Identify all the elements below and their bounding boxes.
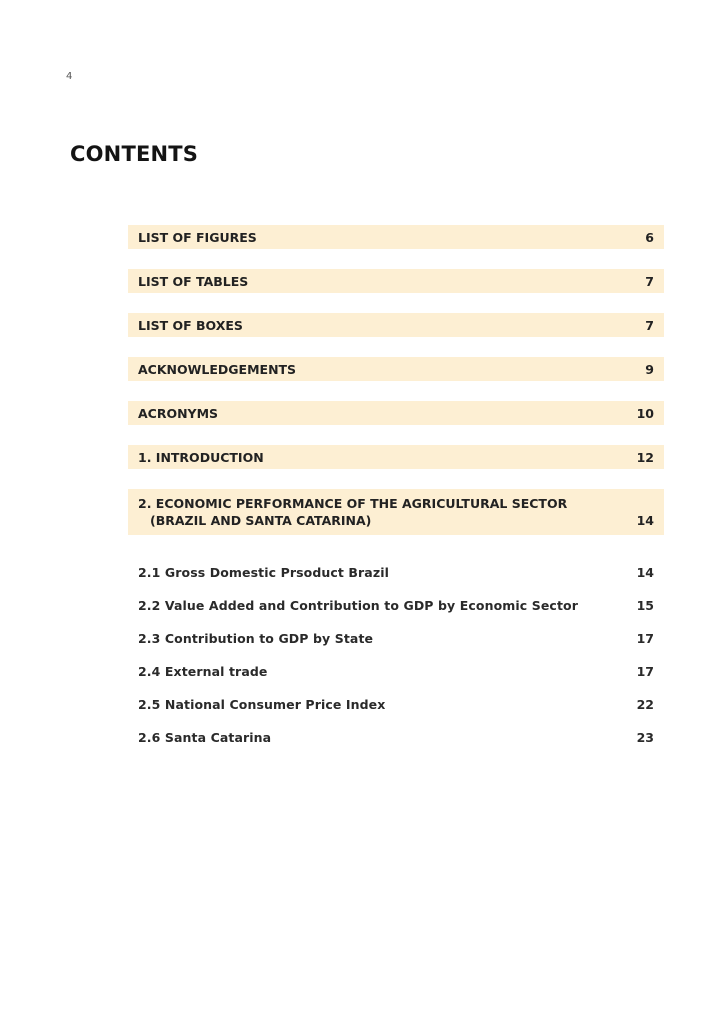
- toc-entry-label: [138, 495, 567, 529]
- toc-entry-acknowledgements[interactable]: [128, 357, 664, 381]
- toc-sub-entry-label: 2.4 External trade: [138, 664, 268, 679]
- toc-sub-entry-page: 22: [636, 697, 654, 712]
- toc-entry-list-of-tables[interactable]: [128, 269, 664, 293]
- toc-main-section: [128, 225, 664, 555]
- toc-entry-label: LIST OF BOXES: [138, 317, 243, 333]
- toc-entry-acronyms[interactable]: [128, 401, 664, 425]
- toc-sub-entry-label: 2.6 Santa Catarina: [138, 730, 272, 745]
- toc-sub-entry[interactable]: [138, 688, 654, 721]
- toc-entry-list-of-boxes[interactable]: [128, 313, 664, 337]
- toc-entry-label: 1. INTRODUCTION: [138, 449, 264, 465]
- toc-sub-entry[interactable]: [138, 556, 654, 589]
- toc-entry-list-of-figures[interactable]: [128, 225, 664, 249]
- toc-entry-label: LIST OF TABLES: [138, 273, 249, 289]
- toc-sub-entry[interactable]: [138, 721, 654, 754]
- toc-entry-page: 9: [645, 361, 654, 377]
- page-number: 4: [66, 71, 73, 82]
- page-title: CONTENTS: [70, 142, 199, 166]
- toc-sub-entry-label: 2.5 National Consumer Price Index: [138, 697, 386, 712]
- toc-sub-entry-label: 2.1 Gross Domestic Prsoduct Brazil: [138, 565, 389, 580]
- toc-entry-label-line1: 2. ECONOMIC PERFORMANCE OF THE AGRICULTURAL SECTOR: [138, 496, 568, 511]
- toc-entry-page: 7: [645, 273, 654, 289]
- toc-entry-page: 6: [645, 229, 654, 245]
- toc-entry-label: LIST OF FIGURES: [138, 229, 257, 245]
- toc-entry-page: 10: [636, 405, 654, 421]
- toc-sub-entry-page: 14: [636, 565, 654, 580]
- toc-entry-label: ACKNOWLEDGEMENTS: [138, 361, 297, 377]
- toc-sub-section: [138, 556, 654, 754]
- toc-entry-label: ACRONYMS: [138, 405, 219, 421]
- toc-entry-page: 7: [645, 317, 654, 333]
- toc-sub-entry-page: 17: [636, 664, 654, 679]
- toc-sub-entry[interactable]: [138, 622, 654, 655]
- toc-sub-entry-label: 2.3 Contribution to GDP by State: [138, 631, 374, 646]
- toc-sub-entry-page: 17: [636, 631, 654, 646]
- toc-sub-entry-page: 23: [636, 730, 654, 745]
- toc-entry-page: 12: [636, 449, 654, 465]
- toc-entry-chapter-2[interactable]: [128, 489, 664, 535]
- toc-entry-introduction[interactable]: [128, 445, 664, 469]
- toc-sub-entry[interactable]: [138, 655, 654, 688]
- toc-sub-entry[interactable]: [138, 589, 654, 622]
- toc-sub-entry-label: 2.2 Value Added and Contribution to GDP by Economic Sector: [138, 598, 578, 613]
- toc-sub-entry-page: 15: [636, 598, 654, 613]
- toc-entry-label-line2: (BRAZIL AND SANTA CATARINA): [150, 513, 372, 528]
- toc-entry-page: 14: [636, 513, 654, 528]
